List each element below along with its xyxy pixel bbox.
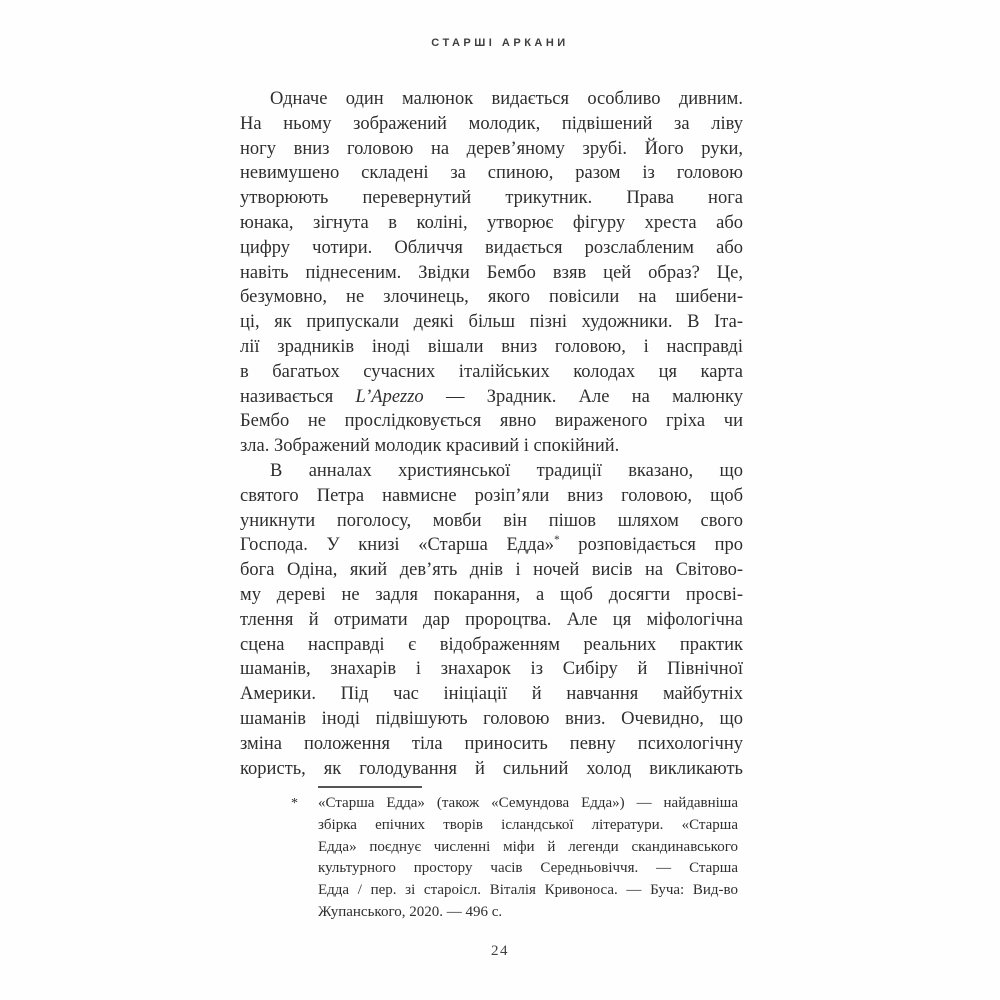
text-line: навіть піднесеним. Звідки Бембо взяв цей образ? Це, — [240, 262, 743, 283]
footnote-reference: * — [554, 534, 560, 547]
text-line: юнака, зігнута в коліні, утворює фігуру хреста або — [240, 212, 743, 233]
text-line: культурного простору часів Середньовіччя. — Старша — [318, 860, 738, 877]
text-line: сцена насправді є відображенням реальних практик — [240, 634, 743, 655]
text-line: Одначе один малюнок видається особливо дивним. — [270, 89, 743, 109]
text-line: уникнути поголосу, мовби він пішов шляхом свого — [240, 510, 743, 531]
text-line: В анналах християнської традиції вказано, що — [270, 460, 743, 481]
text-line: невимушено складені за спиною, разом із головою — [240, 163, 743, 184]
text-line: цифру чотири. Обличчя видається розслабленим або — [240, 237, 743, 258]
page-number: 24 — [491, 943, 509, 959]
text-line: тлення й отримати дар пророцтва. Але ця міфологічна — [240, 609, 743, 630]
text-segment: розповідається про — [559, 535, 743, 556]
text-line: утворюють перевернутий трикутник. Права нога — [240, 188, 743, 209]
text-line: святого Петра навмисне розіп’яли вниз головою, щоб — [240, 485, 743, 506]
text-segment: Господа. У книзі «Старша Едда» — [240, 535, 555, 556]
text-line: На ньому зображений молодик, підвішений за ліву — [240, 113, 743, 134]
footnote-text — [318, 793, 738, 924]
text-line: безумовно, не злочинець, якого повісили на шибени- — [240, 287, 743, 308]
text-line: бога Одіна, який дев’ять днів і ночей висів на Світово- — [240, 560, 743, 581]
text-line: збірка епічних творів ісландської літератури. «Старша — [318, 816, 738, 833]
text-line — [240, 533, 743, 558]
italic-text: L’Apezzo — [355, 386, 424, 407]
text-line — [240, 385, 743, 410]
text-line: «Старша Едда» (також «Семундова Едда») — найдавніша — [318, 795, 738, 811]
text-line: лії зрадників іноді вішали вниз головою, і насправді — [240, 336, 743, 357]
text-line: в багатьох сучасних італійських колодах ця карта — [240, 361, 743, 382]
text-line: шаманів, знахарів і знахарок із Сибіру й Північної — [240, 659, 743, 680]
text-line: Едда / пер. зі староісл. Віталія Кривоноса. — Буча: Вид-во — [318, 882, 738, 899]
text-line: Едда» поєднує численні міфи й легенди скандинавського — [318, 838, 738, 855]
text-line: му дереві не задля покарання, а щоб досягти просві- — [240, 584, 743, 605]
text-line: Бембо не прослідковується явно вираженого гріха чи — [240, 411, 743, 432]
text-segment: називається — [240, 386, 356, 407]
text-line: зміна положення тіла приносить певну психологічну — [240, 733, 743, 754]
text-line: Жупанського, 2020. — 496 с. — [318, 903, 503, 920]
footnote-separator — [318, 786, 422, 788]
text-segment: — Зрадник. Але на малюнку — [423, 386, 743, 407]
footnote-marker: * — [291, 796, 298, 811]
body-text — [240, 87, 743, 781]
running-head: СТАРШІ АРКАНИ — [431, 37, 569, 49]
text-line: зла. Зображений молодик красивий і спокійний. — [240, 436, 620, 457]
text-line: ці, як припускали деякі більш пізні художники. В Іта- — [240, 312, 743, 333]
text-line: користь, як голодування й сильний холод викликають — [240, 758, 743, 779]
text-line: Америки. Під час ініціації й навчання майбутніх — [240, 684, 743, 705]
text-line: шаманів іноді підвішують головою вниз. Очевидно, що — [240, 708, 743, 729]
text-line: ногу вниз головою на дерев’яному зрубі. Його руки, — [240, 138, 743, 159]
